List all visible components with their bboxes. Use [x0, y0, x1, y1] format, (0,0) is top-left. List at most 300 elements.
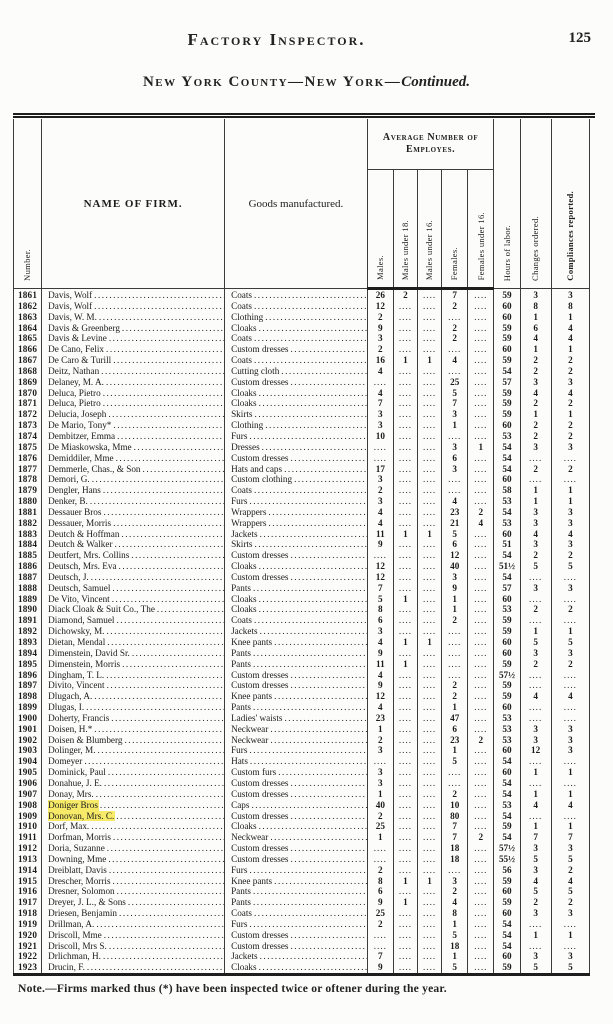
goods-cell: Coats .....: [225, 301, 368, 312]
row-number-cell: 1920: [14, 930, 42, 941]
table-row: [14, 897, 590, 908]
table-row: [14, 474, 590, 485]
value-cell: 3: [367, 496, 393, 507]
value-cell: 1: [551, 767, 589, 778]
value-cell: ....: [393, 767, 417, 778]
goods-cell: Custom dresses .....: [225, 778, 368, 789]
value-cell: 25: [367, 821, 393, 832]
goods-cell: Furs .....: [225, 919, 368, 930]
firm-name-cell: De Miaskowska, Mme .....: [42, 442, 225, 453]
inspection-table-wrap: [13, 113, 595, 976]
value-cell: 54: [494, 453, 520, 464]
value-cell: 2: [367, 344, 393, 355]
row-number-cell: 1874: [14, 431, 42, 442]
value-cell: 5: [442, 756, 468, 767]
value-cell: ....: [442, 670, 468, 681]
value-cell: 8: [367, 876, 393, 887]
value-cell: ....: [520, 919, 551, 930]
value-cell: ....: [418, 409, 442, 420]
value-cell: 1: [442, 420, 468, 431]
value-cell: 60: [494, 312, 520, 323]
value-cell: ....: [393, 811, 417, 822]
firm-name-cell: Dlugach, A. .....: [42, 691, 225, 702]
value-cell: 2: [442, 333, 468, 344]
value-cell: 57½: [494, 843, 520, 854]
value-cell: ....: [468, 529, 494, 540]
value-cell: 1: [393, 529, 417, 540]
firm-name-cell: Dichowsky, M. .....: [42, 626, 225, 637]
value-cell: ....: [393, 941, 417, 952]
table-row: [14, 637, 590, 648]
firm-name-cell: Dlugas, I. .....: [42, 702, 225, 713]
value-cell: 59: [494, 876, 520, 887]
value-cell: 4: [551, 800, 589, 811]
value-cell: 1: [393, 637, 417, 648]
value-cell: 4: [442, 355, 468, 366]
firm-name-cell: Davis & Levine .....: [42, 333, 225, 344]
goods-cell: Neckwear .....: [225, 735, 368, 746]
row-number-cell: 1898: [14, 691, 42, 702]
value-cell: 5: [520, 637, 551, 648]
value-cell: ....: [393, 951, 417, 962]
table-row: [14, 886, 590, 897]
value-cell: 54: [494, 919, 520, 930]
goods-cell: Jackets .....: [225, 529, 368, 540]
value-cell: 23: [442, 507, 468, 518]
value-cell: ....: [393, 615, 417, 626]
value-cell: 4: [367, 388, 393, 399]
firm-name-cell: Delaney, M. A. .....: [42, 377, 225, 388]
goods-cell: Furs .....: [225, 865, 368, 876]
value-cell: ....: [393, 648, 417, 659]
goods-cell: Wrappers .....: [225, 518, 368, 529]
table-row: [14, 735, 590, 746]
firm-name-cell: Dolinger, M. .....: [42, 745, 225, 756]
goods-cell: Custom dresses .....: [225, 670, 368, 681]
value-cell: 2: [393, 289, 417, 301]
value-cell: 3: [520, 583, 551, 594]
table-row: [14, 485, 590, 496]
value-cell: 3: [442, 464, 468, 475]
value-cell: ....: [442, 312, 468, 323]
value-cell: ....: [468, 724, 494, 735]
table-row: [14, 756, 590, 767]
value-cell: 2: [367, 735, 393, 746]
value-cell: ....: [393, 821, 417, 832]
table-row: [14, 854, 590, 865]
table-row: [14, 583, 590, 594]
row-number-cell: 1870: [14, 388, 42, 399]
firm-name-cell: De Cano, Felix .....: [42, 344, 225, 355]
value-cell: 7: [367, 583, 393, 594]
value-cell: 2: [442, 886, 468, 897]
table-row: [14, 409, 590, 420]
table-row: [14, 344, 590, 355]
value-cell: 1: [520, 626, 551, 637]
value-cell: 5: [442, 930, 468, 941]
value-cell: ....: [468, 604, 494, 615]
value-cell: 2: [442, 301, 468, 312]
value-cell: ....: [468, 496, 494, 507]
value-cell: 1: [442, 951, 468, 962]
value-cell: ....: [418, 323, 442, 334]
goods-cell: Furs .....: [225, 496, 368, 507]
value-cell: 2: [442, 615, 468, 626]
value-cell: ....: [367, 550, 393, 561]
value-cell: ....: [468, 886, 494, 897]
value-cell: 18: [442, 854, 468, 865]
row-number-cell: 1876: [14, 453, 42, 464]
firm-name-cell: Donahue, J. E. .....: [42, 778, 225, 789]
value-cell: ....: [418, 724, 442, 735]
value-cell: ....: [393, 453, 417, 464]
value-cell: ....: [393, 301, 417, 312]
value-cell: 3: [442, 409, 468, 420]
value-cell: 4: [520, 876, 551, 887]
value-cell: 1: [442, 745, 468, 756]
goods-cell: Cloaks .....: [225, 594, 368, 605]
value-cell: ....: [418, 561, 442, 572]
row-number-cell: 1883: [14, 529, 42, 540]
value-cell: ....: [468, 767, 494, 778]
value-cell: ....: [393, 442, 417, 453]
value-cell: ....: [468, 344, 494, 355]
row-number-cell: 1894: [14, 648, 42, 659]
firm-name-cell: De Vito, Vincent .....: [42, 594, 225, 605]
table-row: [14, 713, 590, 724]
value-cell: ....: [418, 854, 442, 865]
firm-name-cell: Dimenstein, Morris .....: [42, 659, 225, 670]
value-cell: ....: [418, 865, 442, 876]
value-cell: ....: [551, 594, 589, 605]
county-subtitle-continued: Continued.: [401, 74, 471, 90]
value-cell: ....: [520, 572, 551, 583]
value-cell: ....: [468, 941, 494, 952]
value-cell: ....: [418, 474, 442, 485]
value-cell: 3: [442, 876, 468, 887]
goods-cell: Knee pants .....: [225, 691, 368, 702]
value-cell: ....: [367, 843, 393, 854]
value-cell: 57: [494, 583, 520, 594]
row-number-cell: 1907: [14, 789, 42, 800]
value-cell: 1: [418, 529, 442, 540]
value-cell: 3: [551, 539, 589, 550]
goods-cell: Coats .....: [225, 333, 368, 344]
value-cell: ....: [468, 409, 494, 420]
value-cell: ....: [393, 333, 417, 344]
value-cell: ....: [393, 604, 417, 615]
firm-name-cell: Dreiblatt, Davis .....: [42, 865, 225, 876]
value-cell: ....: [468, 854, 494, 865]
value-cell: ....: [442, 344, 468, 355]
row-number-cell: 1879: [14, 485, 42, 496]
firm-name-cell: Davis, Wolf .....: [42, 289, 225, 301]
firm-name-cell: Drlichman, H. .....: [42, 951, 225, 962]
value-cell: 60: [494, 767, 520, 778]
value-cell: 2: [520, 398, 551, 409]
goods-cell: Custom dresses .....: [225, 344, 368, 355]
row-number-cell: 1914: [14, 865, 42, 876]
value-cell: 51½: [494, 561, 520, 572]
col-header-males: Males.: [367, 170, 393, 289]
value-cell: ....: [393, 724, 417, 735]
table-row: [14, 951, 590, 962]
value-cell: 60: [494, 594, 520, 605]
goods-cell: Furs .....: [225, 745, 368, 756]
value-cell: 1: [520, 821, 551, 832]
firm-name-cell: Deutsch, J. .....: [42, 572, 225, 583]
firm-name-cell: Dengler, Hans .....: [42, 485, 225, 496]
value-cell: 4: [520, 529, 551, 540]
value-cell: 1: [551, 344, 589, 355]
value-cell: 5: [520, 886, 551, 897]
value-cell: 3: [520, 735, 551, 746]
value-cell: ....: [418, 583, 442, 594]
table-row: [14, 388, 590, 399]
value-cell: 54: [494, 789, 520, 800]
value-cell: 5: [520, 854, 551, 865]
value-cell: 53: [494, 496, 520, 507]
footnote: Note.—Firms marked thus (*) have been inspected twice or oftener during the year.: [18, 982, 447, 995]
value-cell: 59: [494, 355, 520, 366]
value-cell: 3: [367, 474, 393, 485]
value-cell: ....: [393, 572, 417, 583]
value-cell: 4: [551, 529, 589, 540]
table-row: [14, 832, 590, 843]
value-cell: 8: [520, 301, 551, 312]
value-cell: ....: [393, 366, 417, 377]
value-cell: 1: [520, 409, 551, 420]
col-header-changes: Changes ordered.: [520, 119, 551, 289]
value-cell: 3: [367, 745, 393, 756]
value-cell: ....: [418, 951, 442, 962]
value-cell: 2: [551, 604, 589, 615]
value-cell: ....: [418, 442, 442, 453]
value-cell: 5: [442, 962, 468, 974]
value-cell: 2: [367, 919, 393, 930]
row-number-cell: 1906: [14, 778, 42, 789]
value-cell: 3: [551, 289, 589, 301]
value-cell: 80: [442, 811, 468, 822]
table-row: [14, 930, 590, 941]
firm-name-cell: Dessauer Bros .....: [42, 507, 225, 518]
value-cell: ....: [418, 572, 442, 583]
value-cell: 3: [520, 507, 551, 518]
value-cell: ....: [551, 811, 589, 822]
value-cell: ....: [551, 474, 589, 485]
value-cell: 53: [494, 724, 520, 735]
page-header: [0, 30, 613, 52]
value-cell: ....: [393, 843, 417, 854]
value-cell: 2: [520, 604, 551, 615]
goods-cell: Custom dresses .....: [225, 550, 368, 561]
firm-name-cell: Dimenstein, David Sr. .....: [42, 648, 225, 659]
row-number-cell: 1867: [14, 355, 42, 366]
goods-cell: Coats .....: [225, 289, 368, 301]
value-cell: ....: [393, 800, 417, 811]
value-cell: ....: [393, 420, 417, 431]
value-cell: 9: [442, 583, 468, 594]
value-cell: ....: [520, 702, 551, 713]
value-cell: ....: [418, 420, 442, 431]
table-row: [14, 659, 590, 670]
value-cell: 11: [367, 659, 393, 670]
value-cell: 1: [393, 876, 417, 887]
value-cell: 51: [494, 539, 520, 550]
firm-name-cell: Deutsch, Mrs. Eva .....: [42, 561, 225, 572]
value-cell: ....: [468, 420, 494, 431]
value-cell: ....: [520, 453, 551, 464]
row-number-cell: 1900: [14, 713, 42, 724]
value-cell: ....: [393, 431, 417, 442]
value-cell: ....: [468, 453, 494, 464]
col-header-firm: NAME OF FIRM.: [42, 119, 225, 289]
value-cell: ....: [551, 702, 589, 713]
value-cell: 1: [551, 485, 589, 496]
value-cell: 2: [520, 897, 551, 908]
value-cell: ....: [520, 594, 551, 605]
row-number-cell: 1899: [14, 702, 42, 713]
row-number-cell: 1885: [14, 550, 42, 561]
value-cell: 12: [367, 691, 393, 702]
row-number-cell: 1919: [14, 919, 42, 930]
value-cell: ....: [418, 821, 442, 832]
value-cell: 16: [367, 355, 393, 366]
firm-name-cell: Deitz, Nathan .....: [42, 366, 225, 377]
row-number-cell: 1908: [14, 800, 42, 811]
value-cell: ....: [468, 951, 494, 962]
value-cell: 5: [551, 561, 589, 572]
value-cell: ....: [468, 659, 494, 670]
table-row: [14, 962, 590, 974]
value-cell: ....: [468, 648, 494, 659]
firm-name-cell: Drescher, Morris .....: [42, 876, 225, 887]
goods-cell: Skirts .....: [225, 409, 368, 420]
table-row: [14, 377, 590, 388]
value-cell: 1: [442, 919, 468, 930]
table-row: [14, 648, 590, 659]
value-cell: 3: [520, 539, 551, 550]
firm-name-cell: Davis & Greenberg .....: [42, 323, 225, 334]
value-cell: 60: [494, 648, 520, 659]
value-cell: 3: [367, 409, 393, 420]
value-cell: 1: [551, 930, 589, 941]
value-cell: ....: [551, 756, 589, 767]
value-cell: 5: [551, 886, 589, 897]
value-cell: 2: [551, 420, 589, 431]
value-cell: 18: [442, 843, 468, 854]
value-cell: ....: [393, 561, 417, 572]
row-number-cell: 1886: [14, 561, 42, 572]
goods-cell: Coats .....: [225, 355, 368, 366]
row-number-cell: 1861: [14, 289, 42, 301]
value-cell: ....: [442, 431, 468, 442]
value-cell: ....: [442, 637, 468, 648]
value-cell: ....: [418, 550, 442, 561]
value-cell: ....: [418, 366, 442, 377]
firm-name-cell: Dorfman, Morris .....: [42, 832, 225, 843]
value-cell: ....: [418, 518, 442, 529]
value-cell: 3: [551, 507, 589, 518]
value-cell: 1: [520, 312, 551, 323]
table-row: [14, 323, 590, 334]
row-number-cell: 1862: [14, 301, 42, 312]
table-row: [14, 821, 590, 832]
value-cell: 2: [442, 680, 468, 691]
value-cell: 8: [367, 604, 393, 615]
value-cell: ....: [551, 713, 589, 724]
firm-name-cell: [42, 800, 225, 811]
value-cell: 4: [442, 897, 468, 908]
value-cell: ....: [468, 615, 494, 626]
value-cell: ....: [468, 670, 494, 681]
value-cell: ....: [468, 289, 494, 301]
value-cell: 60: [494, 908, 520, 919]
value-cell: 3: [367, 767, 393, 778]
value-cell: 60: [494, 420, 520, 431]
value-cell: 3: [442, 572, 468, 583]
col-header-number: Number.: [14, 119, 42, 289]
value-cell: ....: [418, 670, 442, 681]
value-cell: 47: [442, 713, 468, 724]
value-cell: 1: [551, 821, 589, 832]
value-cell: ....: [468, 377, 494, 388]
value-cell: 3: [551, 908, 589, 919]
row-number-cell: 1889: [14, 594, 42, 605]
value-cell: 2: [367, 485, 393, 496]
col-header-goods: Goods manufactured.: [225, 119, 368, 289]
goods-cell: Knee pants .....: [225, 876, 368, 887]
value-cell: ....: [468, 962, 494, 974]
value-cell: 4: [551, 691, 589, 702]
value-cell: ....: [468, 572, 494, 583]
goods-cell: Custom dresses .....: [225, 843, 368, 854]
value-cell: ....: [393, 735, 417, 746]
firm-name-cell: De Mario, Tony* .....: [42, 420, 225, 431]
goods-cell: Pants .....: [225, 886, 368, 897]
row-number-cell: 1922: [14, 951, 42, 962]
firm-name-cell: [42, 811, 225, 822]
value-cell: 6: [367, 886, 393, 897]
value-cell: 3: [367, 626, 393, 637]
value-cell: 2: [442, 323, 468, 334]
firm-name-cell: Demori, G. .....: [42, 474, 225, 485]
value-cell: ....: [393, 930, 417, 941]
firm-name-cell: Dominick, Paul .....: [42, 767, 225, 778]
value-cell: 2: [520, 550, 551, 561]
value-cell: ....: [393, 886, 417, 897]
value-cell: 55½: [494, 854, 520, 865]
value-cell: 58: [494, 485, 520, 496]
goods-cell: Wrappers .....: [225, 507, 368, 518]
value-cell: ....: [393, 962, 417, 974]
value-cell: 60: [494, 301, 520, 312]
goods-cell: Cloaks .....: [225, 561, 368, 572]
value-cell: 56: [494, 865, 520, 876]
row-number-cell: 1913: [14, 854, 42, 865]
value-cell: ....: [468, 301, 494, 312]
value-cell: ....: [418, 756, 442, 767]
value-cell: 1: [551, 409, 589, 420]
goods-cell: Jackets .....: [225, 626, 368, 637]
value-cell: ....: [418, 377, 442, 388]
table-row: [14, 398, 590, 409]
value-cell: 1: [393, 355, 417, 366]
goods-cell: Custom clothing .....: [225, 474, 368, 485]
value-cell: ....: [418, 398, 442, 409]
firm-name-cell: Deluca, Pietro .....: [42, 388, 225, 399]
value-cell: ....: [393, 323, 417, 334]
